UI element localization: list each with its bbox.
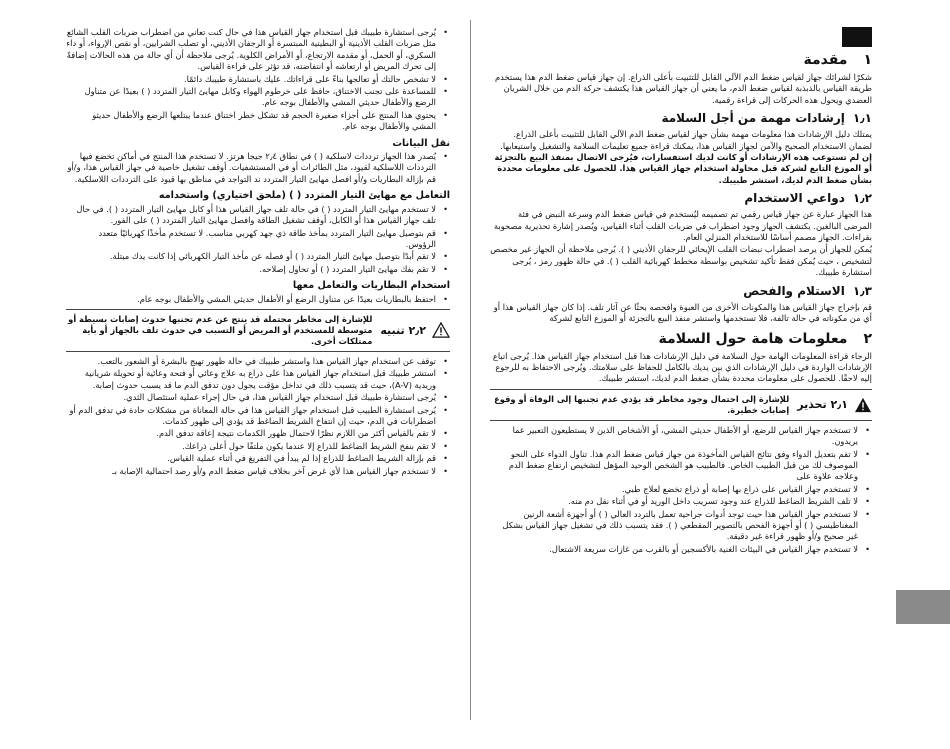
list-item: • احتفظ بالبطاريات بعيدًا عن متناول الرضع أو الأطفال حديثي المشي والأطفال بوجه عام.: [66, 294, 436, 305]
list-item: • قم بتوصيل مهايئ التيار المتردد بمأخذ طاقة ذي جهد كهربي مناسب. لا تستخدم مأخذًا كهربائيًا متعدد الرؤوس.: [66, 228, 436, 251]
section-2-heading: [490, 331, 872, 348]
safety-info-paragraph: الرجاء قراءة المعلومات الهامة حول السلامة في دليل الإرشادات هذا قبل استخدام جهاز القياس هذا. يُرجى اتباع الإرشادات الواردة في دليل الإرشادات الذي بين يديك بالكامل للحفاظ على سلامتك. ويُرجى الاحتفاظ به للرجوع إليه لاحقًا. للحصول على معلومات محددة بشأن ضغط الدم لديك، استشر طبيبك.: [492, 350, 872, 384]
list-item: • لا تقم بفك مهايئ التيار المتردد ( ) أو تحاول إصلاحه.: [66, 264, 436, 275]
list-item: • لا تستخدم جهاز القياس هذا لأي غرض آخر بخلاف قياس ضغط الدم و/أو رصد احتمالية الإصابة بـ: [66, 466, 436, 477]
section-1-2-heading: [490, 191, 872, 206]
safety-bold-text: إن لم تستوعب هذه الإرشادات أو كانت لديك استفسارات، فيُرجى الاتصال بمنفذ البيع بالتجزئة أو الموزع التابع لشركة قبل محاولة استخدام جهاز القياس هذا. للحصول على معلومات محددة بشأن ضغط الدم لديك، استشر طبيبك.: [494, 152, 872, 185]
ac-adapter-heading: التعامل مع مهايئ التيار المتردد ( ) (ملحق اختياري) واستخدامه: [158, 190, 450, 202]
battery-heading: استخدام البطاريات والتعامل معها: [292, 280, 450, 292]
warning-title: ٢٫١ تحذير: [797, 398, 848, 412]
caution-text: للإشارة إلى مخاطر محتملة قد ينتج عن عدم تجنبها حدوث إصابات بسيطة أو متوسطة للمستخدم أو المريض أو التسبب في حدوث تلف بالجهاز أو بأية ممتلكات أخرى.: [68, 313, 373, 346]
intro-paragraph: شكرًا لشرائك جهاز لقياس ضغط الدم الآلي القابل للتثبيت بأعلى الذراع. إن جهاز قياس ضغط الدم هذا يستخدم طريقة القياس بالذبذبة لقياس ضغط الدم، ما يعني أن جهاز القياس هذا يكتشف حركة الدم من خلال الشريان العضدي ويحول هذه الحركات إلى قراءة رقمية.: [495, 72, 872, 105]
list-item: • لا تستخدم جهاز القياس للرضع، أو الأطفال حديثي المشي، أو الأشخاص الذين لا يستطيعون التعبير عما يريدون.: [490, 425, 858, 448]
safety-text: يمتلك دليل الإرشادات هذا معلومات مهمة بشأن جهاز لقياس ضغط الدم الآلي القابل للتثبيت بأعلى الذراع. لضمان الاستخدام الصحيح والآمن لجهاز القياس هذا، يمكنك قراءة جميع تعليمات السلامة والتشغيل واستيعابها.: [500, 129, 872, 151]
section-title: معلومات هامة حول السلامة: [658, 330, 848, 347]
afib-paragraph: يُمكن للجهاز أن يرصد اضطراب نبضات القلب الإيحائي للرجفان الأذيني ( ). يُرجى ملاحظة أن الجهاز غير مخصص لتشخيص ، حيث يُمكن فقط تأكيد تشخيص بواسطة مخطط كهربائية القلب ( ). في حالة ظهور رمز ، يُرجى استشارة طبيبك.: [490, 244, 872, 278]
list-item: • لا تلف الشريط الضاغط للذراع عند وجود تسريب داخل الوريد أو في أثناء نقل دم منه.: [490, 496, 858, 507]
list-item: • لا تقم بالقياس أكثر من اللازم نظرًا لاحتمال ظهور الكدمات نتيجة إعاقة تدفق الدم.: [66, 428, 436, 439]
list-item: • لا تقم بنفخ الشريط الضاغط للذراع إلا عندما يكون ملتفًا حول أعلى ذراعك.: [66, 441, 436, 452]
left-column: [66, 0, 450, 749]
battery-list: [66, 294, 450, 305]
list-item: • يحتوي هذا المنتج على أجزاء صغيرة الحجم قد تشكل خطر اختناق عندما يبتلعها الرضع والأطفال حديثو المشي والأطفال بوجه عام.: [66, 110, 436, 133]
list-item: • لا تقم أبدًا بتوصيل مهايئ التيار المتردد ( ) أو فصله عن مأخذ التيار الكهربائي إذا كانت يدك مبتلة.: [66, 251, 436, 262]
section-title: إرشادات مهمة من أجل السلامة: [661, 111, 845, 126]
list-item: • للمساعدة على تجنب الاختناق، حافظ على خرطوم الهواء وكابل مهايئ التيار المتردد ( ) بعيدًا عن متناول الرضع والأطفال حديثي المشي والأطفال بوجه عام.: [66, 86, 436, 109]
right-column: [490, 0, 872, 749]
data-transfer-list: [66, 151, 450, 185]
section-title: مقدمة: [803, 52, 848, 68]
section-number: ١٫٣: [852, 283, 872, 298]
list-item: • يُصدر هذا الجهاز ترددات لاسلكية ( ) في نطاق ٢٫٤ جيجا هرتز. لا تستخدم هذا المنتج في أماكن تخضع فيها الترددات اللاسلكية لقيود، مثل الطائرات أو في المستشفيات. أوقف تشغيل خاصية في جهاز القياس هذا، و/أو قم بإزالة البطاريات و/أو افصل مهايئ التيار المتردد ند التواجد في مناطق بها قيود على الترددات اللاسلكية.: [66, 151, 436, 185]
section-number: ٢: [863, 330, 872, 347]
top-bullet-list: [66, 27, 450, 133]
ac-adapter-list: [66, 204, 450, 275]
inspection-paragraph: قم بإخراج جهاز القياس هذا والمكونات الأخرى من العبوة وافحصه بحثًا عن آثار تلف. إذا كان جهاز القياس هذا أو أي من مكوناته في حالة تالفة، فلا تستخدمها واستشر منفذ البيع بالتجزئة أو الموزع التابع لشركة: [493, 301, 872, 324]
section-1-heading: [490, 52, 872, 69]
section-number: ١٫١: [852, 111, 872, 126]
section-number: ١٫٢: [852, 191, 872, 206]
list-item: • قم بإزالة الشريط الضاغط للذراع إذا لم يبدأ في التفريغ في أثناء عملية القياس.: [66, 453, 436, 464]
list-item: • يُرجى استشارة طبيبك قبل استخدام جهاز القياس هذا، في حال إجراء عملية استئصال الثدي.: [66, 392, 436, 403]
list-item: • لا تستخدم جهاز القياس في البيئات الغنية بالأكسجين أو بالقرب من غازات سريعة الاشتعال.: [490, 544, 858, 555]
list-item: • لا تشخص حالتك أو تعالجها بناءً على قراءاتك. عليك باستشارة طبيبك دائمًا.: [66, 74, 436, 85]
data-transfer-heading: نقل البيانات: [392, 137, 450, 149]
list-item: • توقف عن استخدام جهاز القياس هذا واستشر طبيبك في حالة ظهور تهيج بالبشرة أو الشعور بالتعب.: [66, 356, 436, 367]
warning-triangle-icon: [854, 397, 872, 413]
list-item: • لا تستخدم جهاز القياس على ذراع بها إصابة أو ذراع تخضع لعلاج طبي.: [490, 484, 858, 495]
caution-list: [66, 356, 450, 477]
section-title: الاستلام والفحص: [743, 283, 845, 298]
column-divider: [470, 20, 471, 720]
intended-use-paragraph: هذا الجهاز عبارة عن جهاز قياس رقمي تم تصميمه ليُستخدم في قياس ضغط الدم وسرعة النبض في فئة المرضى البالغين. يكتشف الجهاز وجود اضطراب في ضربات القلب أثناء القياس، ويُصدر إشارة تحذيرية مصحوبة بقراءات. الجهاز مصمم أساسًا للاستخدام المنزلي العام.: [493, 209, 872, 243]
list-item: • يُرجى استشارة الطبيب قبل استخدام جهاز القياس هذا في حالة المعاناة من مشكلات حادة في تدفق الدم أو اضطرابات في الدم، حيث إن انتفاخ الشريط الضاغط قد يؤدي إلى ظهور كدمات.: [66, 405, 436, 428]
warning-title-wrap: [797, 397, 872, 413]
caution-title-wrap: [380, 322, 450, 338]
caution-triangle-icon: [432, 322, 450, 338]
language-tab: [896, 590, 950, 624]
warning-box: [490, 389, 872, 421]
caution-title: ٢٫٢ تنبيه: [380, 323, 426, 337]
list-item: • لا تقم بتعديل الدواء وفق نتائج القياس المأخوذة من جهاز قياس ضغط الدم هذا. تناول الدواء على النحو الموصوف لك من قبل الطبيب الخاص. فالطبيب هو الشخص الوحيد المؤهل لتشخيص ارتفاع ضغط الدم وعلاجه علاوة على: [490, 449, 858, 483]
section-title: دواعي الاستخدام: [744, 191, 845, 206]
section-1-1-heading: [490, 111, 872, 126]
section-number: ١: [863, 52, 872, 68]
list-item: • لا تستخدم مهايئ التيار المتردد ( ) في حالة تلف جهاز القياس هذا أو كابل مهايئ التيار المتردد ( ). في حال تلف جهاز القياس هذا أو الكابل، أوقف تشغيل الطاقة وافصل مهايئ التيار المتردد ( ) على الفور.: [66, 204, 436, 227]
list-item: • استشر طبيبك قبل استخدام جهاز القياس هذا على ذراع به علاج وعائي أو فتحة وعائية أو تحويلة شريانية وريدية (A-V)، حيث قد يتسبب ذلك في تداخل مؤقت يحول دون تدفق الدم ما قد يسبب حدوث إصابة.: [66, 368, 436, 391]
warning-text: للإشارة إلى احتمال وجود مخاطر قد يؤدي عدم تجنبها إلى الوفاة أو وقوع إصابات خطيرة.: [494, 393, 790, 415]
warning-list: [490, 425, 872, 555]
list-item: • يُرجى استشارة طبيبك قبل استخدام جهاز القياس هذا في حال كنت تعاني من اضطراب ضربات القلب الشائع مثل ضربات القلب الأذينية أو البطينية المبتسرة أو الرجفان الأذيني، أو تصلب الشرايين، أو نقص الإرواء، أو داء السكري، أو الحمل، أو مقدمة الارتجاع، أو الأمراض الكلوية. يُرجى ملاحظة أن أي حالة من هذه الحالات إضافةً إلى تحرك المريض أو ارتعاشه أو انتفاضته، قد تؤثر على قراءة القياس.: [66, 27, 436, 73]
caution-box: [66, 309, 450, 352]
list-item: • لا تستخدم جهاز القياس هذا حيث توجد أدوات جراحية تعمل بالتردد العالي ( ) أو أجهزة أشعة الرنين المغناطيسي ( ) أو أجهزة الفحص بالتصوير المقطعي ( ). فقد يتسبب ذلك في تشغيل جهاز القياس بشكل غير صحيح و/أو ظهور قراءة غير دقيقة.: [490, 509, 858, 543]
section-1-3-heading: [490, 284, 872, 299]
safety-paragraph: [490, 129, 872, 186]
